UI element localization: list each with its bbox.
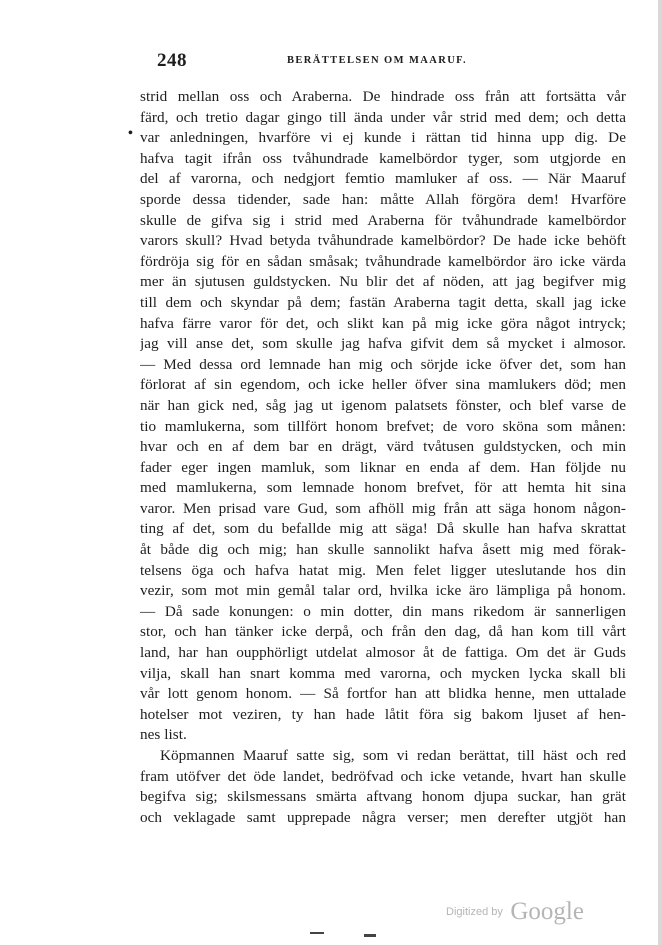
footer-mark-dash xyxy=(364,934,376,937)
text-line: när han gick ned, såg jag ut igenom palatsets fönster, och blef varse de xyxy=(140,396,626,414)
text-line: till dem och skyndar på dem; fastän Araberna tagit detta, skall jag icke xyxy=(140,293,626,311)
text-line: färd, och tretio dagar gingo till ända under vår strid med dem; och detta xyxy=(140,108,626,126)
text-line: mer än sjutusen guldstycken. Nu blir det af nöden, att jag begifver mig xyxy=(140,273,626,291)
text-line: del af varorna, och nedgjort femtio mamluker af oss. — När Maaruf xyxy=(140,170,626,188)
text-line: hvar och en af dem bar en drägt, värd tvåtusen guldstycken, och min xyxy=(140,438,626,456)
watermark-prefix: Digitized by xyxy=(446,906,503,918)
text-line: varors skull? Hvad betyda tvåhundrade kamelbördor? De hade icke behöft xyxy=(140,232,626,250)
text-line: telsens öga och hafva hatat mig. Men felet ligger uteslutande hos din xyxy=(140,561,626,579)
footer-mark-dash xyxy=(310,932,324,934)
text-line: begifva sig; skilsmessans smärta aftvang honom djupa suckar, han grät xyxy=(140,788,626,806)
margin-mark: • xyxy=(128,126,133,141)
paragraph-start-line: Köpmannen Maaruf satte sig, som vi redan berättat, till häst och red xyxy=(160,747,626,764)
text-line: hafva tagit ifrån oss tvåhundrade kamelbördor tyger, som utgjorde en xyxy=(140,149,626,167)
digitized-watermark xyxy=(446,898,584,926)
body-text xyxy=(140,87,626,828)
text-line: — Då sade konungen: o min dotter, din mans rikedom är sannerligen xyxy=(140,602,626,620)
text-line: strid mellan oss och Araberna. De hindrade oss från att fortsätta vår xyxy=(140,88,626,105)
text-line: och veklagade samt upprepade några verser; men derefter utgjöt han xyxy=(140,808,626,826)
text-line: fram utöfver det öde landet, bedröfvad och icke vetande, hvart han skulle xyxy=(140,767,626,785)
page-number: 248 xyxy=(157,50,187,71)
text-line: tio mamlukerna, som tillfört honom brefvet; de voro sköna som månen: xyxy=(140,417,626,435)
text-line: ting af det, som du befallde mig att säga! Då skulle han hafva skrattat xyxy=(140,520,626,538)
running-head: BERÄTTELSEN OM MAARUF. xyxy=(287,55,468,66)
paragraph-end-line: nes list. xyxy=(140,726,187,744)
text-line: vezir, som mot min gemål talar ord, hvilka icke äro lämpliga på honom. xyxy=(140,582,626,600)
watermark-brand-logo: Google xyxy=(510,898,584,925)
page-edge xyxy=(658,0,662,945)
text-line: hafva färre varor för det, och slikt kan på mig icke göra något intryck; xyxy=(140,314,626,332)
text-line: — Med dessa ord lemnade han mig och sörjde icke öfver det, som han xyxy=(140,355,626,373)
page-header xyxy=(157,50,627,74)
text-line: med mamlukerna, som lemnade honom brefvet, för att hemta hit sina xyxy=(140,479,626,497)
text-line: jag vill anse det, som skulle jag hafva gifvit dem så mycket i almosor. xyxy=(140,335,626,353)
text-line: vilja, skall han snart komma med varorna, och mycken lycka skall bli xyxy=(140,664,626,682)
text-line: sporde dessa tidender, sade han: måtte Allah förgöra dem! Hvarföre xyxy=(140,190,626,208)
text-line: förlorat af sin egendom, och icke heller öfver sina mamlukers död; men xyxy=(140,376,626,394)
text-line: land, har han oupphörligt utdelat almosor åt de fattiga. Om det är Guds xyxy=(140,644,626,662)
text-line: stor, och han tänker icke derpå, och från den dag, då han kom till vårt xyxy=(140,623,626,641)
text-line: skulle de gifva sig i strid med Araberna för tvåhundrade kamelbördor xyxy=(140,211,626,229)
text-line: åt både dig och mig; han skulle sannolikt hafva åsett mig med förak- xyxy=(140,541,626,559)
text-line: vår lott genom honom. — Så fortfor han att blidka henne, men uttalade xyxy=(140,685,626,703)
text-line: fördröja sig för en sådan småsak; tvåhundrade kamelbördor äro icke värda xyxy=(140,252,626,270)
text-line: fader eger ingen mamluk, som liknar en enda af dem. Han följde nu xyxy=(140,458,626,476)
text-line: varor. Men prisad vare Gud, som afhöll mig från att säga honom någon- xyxy=(140,499,626,517)
text-line: var anledningen, hvarföre vi ej kunde i rättan tid hinna upp dig. De xyxy=(140,129,626,147)
footer-printer-marks xyxy=(310,926,390,938)
text-line: hotelser mot veziren, ty han hade låtit föra sig bakom ljuset af hen- xyxy=(140,705,626,723)
